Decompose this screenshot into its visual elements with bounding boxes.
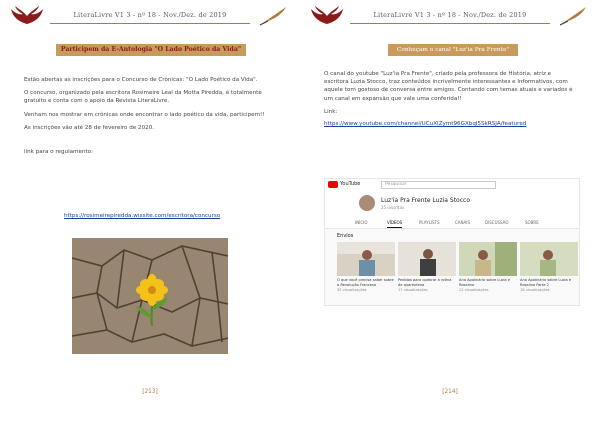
video-title: Ana Apolinário sobre Luzia e Rosalina bbox=[459, 278, 511, 287]
video-caption bbox=[398, 278, 456, 293]
contest-rules-link[interactable]: https://rosimeirepiredda.wixsite.com/escritora/concurso bbox=[64, 213, 221, 219]
channel-tabs bbox=[325, 217, 579, 229]
flower-in-cracked-earth-photo bbox=[72, 238, 228, 354]
header-text: LiteraLivre V1 3 - nº 18 - Nov./Dez. de 2019 bbox=[73, 11, 227, 19]
tab-videos: VÍDEOS bbox=[387, 220, 402, 228]
video-thumbnail bbox=[459, 242, 517, 276]
quill-pen-icon bbox=[256, 6, 290, 26]
winged-logo-icon bbox=[310, 6, 344, 26]
video-title: Pedidos para quebrar a rotina da quarentena bbox=[398, 278, 452, 287]
channel-header bbox=[325, 190, 579, 217]
header-divider bbox=[350, 23, 550, 24]
paragraph: As inscrições vão até 28 de fevereiro de 2020. bbox=[24, 124, 155, 131]
youtube-channel-link[interactable]: https://www.youtube.com/channel/UCuXIZymt96GXbqI5SkRSJA/featured bbox=[324, 121, 527, 127]
paragraph: Link: bbox=[324, 108, 338, 115]
uploads-heading: Envios bbox=[337, 233, 354, 239]
channel-subscribers: 25 inscritos bbox=[381, 205, 405, 210]
article-title: Participem da E-Antologia "O Lado Poético da Vida" bbox=[56, 44, 246, 56]
tab-canais: CANAIS bbox=[455, 220, 470, 225]
video-thumbnail bbox=[520, 242, 578, 276]
article-body bbox=[324, 70, 576, 121]
article-body bbox=[24, 76, 276, 161]
video-caption bbox=[520, 278, 578, 293]
paragraph: Venham nos mostrar em crônicas onde encontrar o lado poético da vida, participem!! bbox=[24, 111, 265, 118]
page-header bbox=[10, 4, 290, 26]
page-214 bbox=[300, 0, 600, 424]
video-meta: 35 visualizações bbox=[337, 288, 367, 292]
video-caption bbox=[459, 278, 517, 293]
page-number: [213] bbox=[142, 389, 158, 395]
video-title: O que você precisa saber sobre a Revolução Francesa bbox=[337, 278, 394, 287]
paragraph: link para o regulamento: bbox=[24, 149, 93, 156]
page-number: [214] bbox=[442, 389, 458, 395]
tab-playlists: PLAYLISTS bbox=[419, 220, 440, 225]
header-text: LiteraLivre V1 3 - nº 18 - Nov./Dez. de 2019 bbox=[373, 11, 527, 19]
video-meta: 17 visualizações bbox=[398, 288, 428, 292]
video-thumbnail bbox=[337, 242, 395, 276]
tab-sobre: SOBRE bbox=[525, 220, 539, 225]
channel-avatar bbox=[359, 195, 375, 211]
winged-logo-icon bbox=[10, 6, 44, 26]
youtube-channel-screenshot bbox=[324, 178, 580, 306]
video-thumbnail bbox=[398, 242, 456, 276]
article-title: Conheçam o canal "Luz'ia Pra Frente" bbox=[388, 44, 518, 56]
youtube-logo-text: YouTube bbox=[340, 181, 361, 187]
page-header bbox=[310, 4, 590, 26]
quill-pen-icon bbox=[556, 6, 590, 26]
paragraph: O canal do youtube "Luz'ia Pra Frente", criado pela professora de História, atriz e escritora Luzia Stocco, traz conteúdos incrivelmente interessantes e informativos, com aquele tom gostoso de conversa entre amigos. Contando com temas atuais e variados é um canal em expansão que vale uma conferida!! bbox=[324, 71, 573, 102]
youtube-search-input: Pesquisar bbox=[381, 181, 496, 189]
paragraph: O concurso, organizado pela escritora Rosimeire Leal da Motta Piredda, é totalmente gratuito e conta com o apoio da Revista LiteraLivre. bbox=[24, 90, 262, 105]
channel-name: Luz'ia Pra Frente Luzia Stocco bbox=[381, 197, 470, 204]
video-meta: 22 visualizações bbox=[459, 288, 489, 292]
header-divider bbox=[50, 23, 250, 24]
tab-discussao: DISCUSSÃO bbox=[485, 220, 509, 225]
tab-inicio: INÍCIO bbox=[355, 220, 368, 225]
video-caption bbox=[337, 278, 395, 293]
youtube-logo-icon bbox=[328, 181, 338, 188]
video-meta: 18 visualizações bbox=[520, 288, 550, 292]
paragraph: Estão abertas as inscrições para o Concurso de Crônicas: "O Lado Poético da Vida". bbox=[24, 77, 258, 83]
video-title: Ana Apolinário sobre Luzia e Rosalina Parte 2 bbox=[520, 278, 572, 287]
